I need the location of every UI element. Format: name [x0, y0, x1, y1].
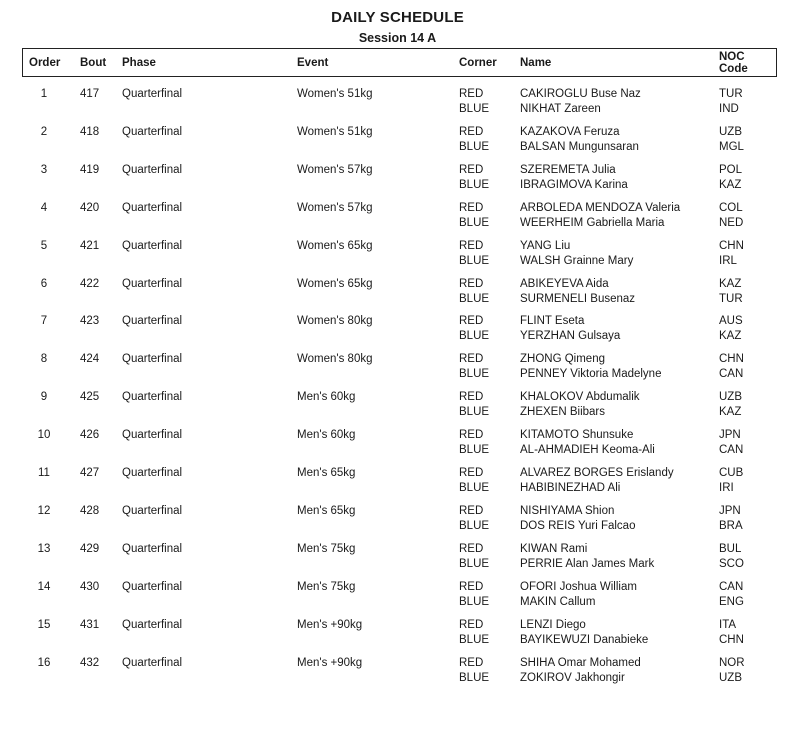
- red-corner-label: RED: [459, 467, 484, 479]
- red-boxer-name: KAZAKOVA Feruza: [520, 125, 620, 138]
- row-order: 5: [40, 239, 48, 252]
- red-noc-code: COL: [719, 201, 743, 214]
- red-noc-code: POL: [719, 163, 743, 176]
- row-event: Men's +90kg: [297, 618, 363, 631]
- red-noc-code: JPN: [719, 429, 741, 442]
- row-bout: 425: [80, 391, 100, 404]
- row-event: Men's 60kg: [297, 391, 356, 404]
- red-noc-code: JPN: [719, 504, 741, 517]
- blue-boxer-name: HABIBINEZHAD Ali: [520, 482, 621, 494]
- row-phase: Quarterfinal: [122, 315, 183, 328]
- blue-noc-code: CAN: [719, 368, 744, 381]
- header-noc-line2: Code: [719, 63, 748, 75]
- table-row: [0, 466, 800, 498]
- row-phase: Quarterfinal: [122, 125, 183, 138]
- row-bout: 420: [80, 201, 100, 214]
- row-phase: Quarterfinal: [122, 542, 183, 555]
- row-order: 13: [37, 542, 51, 555]
- table-row: [0, 277, 800, 309]
- blue-noc-code: BRA: [719, 519, 743, 532]
- blue-boxer-name: WEERHEIM Gabriella Maria: [520, 216, 665, 229]
- red-boxer-name: ZHONG Qimeng: [520, 353, 605, 366]
- red-boxer-name: CAKIROGLU Buse Naz: [520, 88, 641, 100]
- row-phase: Quarterfinal: [122, 163, 183, 176]
- blue-boxer-name: PENNEY Viktoria Madelyne: [520, 368, 662, 381]
- red-corner-label: RED: [459, 239, 484, 252]
- blue-noc-code: KAZ: [719, 178, 742, 191]
- row-phase: Quarterfinal: [122, 429, 183, 442]
- blue-boxer-name: DOS REIS Yuri Falcao: [520, 519, 636, 532]
- blue-boxer-name: NIKHAT Zareen: [520, 103, 601, 115]
- red-boxer-name: KITAMOTO Shunsuke: [520, 429, 634, 442]
- blue-boxer-name: PERRIE Alan James Mark: [520, 557, 655, 570]
- row-bout: 427: [80, 467, 100, 479]
- blue-boxer-name: AL-AHMADIEH Keoma-Ali: [520, 444, 655, 457]
- header-phase: Phase: [122, 57, 156, 69]
- row-order: 6: [40, 277, 48, 290]
- red-corner-label: RED: [459, 618, 484, 631]
- row-bout: 421: [80, 239, 100, 252]
- red-boxer-name: KIWAN Rami: [520, 542, 588, 555]
- header-name: Name: [520, 57, 552, 69]
- blue-corner-label: BLUE: [459, 444, 490, 457]
- row-bout: 431: [80, 618, 100, 631]
- blue-corner-label: BLUE: [459, 557, 490, 570]
- red-noc-code: NOR: [719, 656, 745, 669]
- row-bout: 417: [80, 88, 100, 100]
- row-order: 11: [38, 467, 50, 479]
- blue-noc-code: KAZ: [719, 330, 742, 343]
- row-order: 15: [37, 618, 51, 631]
- blue-boxer-name: BALSAN Mungunsaran: [520, 140, 639, 153]
- blue-boxer-name: ZOKIROV Jakhongir: [520, 671, 625, 684]
- header-corner: Corner: [459, 57, 497, 69]
- table-row: [0, 542, 800, 574]
- row-order: 9: [40, 391, 48, 404]
- row-bout: 423: [80, 315, 100, 328]
- blue-noc-code: KAZ: [719, 406, 742, 419]
- row-phase: Quarterfinal: [122, 277, 183, 290]
- red-corner-label: RED: [459, 580, 484, 593]
- blue-boxer-name: MAKIN Callum: [520, 595, 596, 608]
- row-event: Men's 65kg: [297, 504, 356, 517]
- row-order: 8: [40, 353, 48, 366]
- red-boxer-name: KHALOKOV Abdumalik: [520, 391, 640, 404]
- row-order: 10: [37, 429, 51, 442]
- blue-corner-label: BLUE: [459, 368, 490, 381]
- blue-corner-label: BLUE: [459, 482, 490, 494]
- row-bout: 422: [80, 277, 100, 290]
- red-boxer-name: SHIHA Omar Mohamed: [520, 656, 641, 669]
- red-noc-code: UZB: [719, 391, 742, 404]
- row-bout: 418: [80, 125, 100, 138]
- red-noc-code: AUS: [719, 315, 743, 328]
- row-event: Women's 57kg: [297, 201, 373, 214]
- row-event: Women's 51kg: [297, 88, 373, 100]
- table-row: [0, 390, 800, 422]
- session-label: Session 14 A: [358, 31, 437, 45]
- row-order: 3: [40, 163, 48, 176]
- table-row: [0, 504, 800, 536]
- row-bout: 429: [80, 542, 100, 555]
- row-order: 1: [40, 88, 48, 100]
- red-boxer-name: YANG Liu: [520, 239, 571, 252]
- red-noc-code: ITA: [719, 618, 737, 631]
- table-row: [0, 125, 800, 157]
- red-boxer-name: SZEREMETA Julia: [520, 163, 616, 176]
- red-corner-label: RED: [459, 353, 484, 366]
- row-order: 12: [37, 504, 51, 517]
- header-bout: Bout: [80, 57, 107, 69]
- table-row: [0, 314, 800, 346]
- red-noc-code: CHN: [719, 239, 744, 252]
- blue-noc-code: ENG: [719, 595, 744, 608]
- red-corner-label: RED: [459, 429, 484, 442]
- row-event: Men's 75kg: [297, 542, 356, 555]
- blue-corner-label: BLUE: [459, 178, 490, 191]
- row-event: Men's +90kg: [297, 656, 363, 669]
- blue-corner-label: BLUE: [459, 671, 490, 684]
- row-bout: 419: [80, 163, 100, 176]
- table-row: [0, 656, 800, 688]
- red-noc-code: CHN: [719, 353, 744, 366]
- blue-boxer-name: YERZHAN Gulsaya: [520, 330, 621, 343]
- row-bout: 430: [80, 580, 100, 593]
- table-row: [0, 201, 800, 233]
- row-phase: Quarterfinal: [122, 580, 183, 593]
- blue-corner-label: BLUE: [459, 103, 490, 115]
- table-row: [0, 352, 800, 384]
- row-phase: Quarterfinal: [122, 656, 183, 669]
- red-corner-label: RED: [459, 315, 484, 328]
- table-row: [0, 87, 800, 119]
- blue-corner-label: BLUE: [459, 330, 490, 343]
- table-row: [0, 163, 800, 195]
- row-event: Women's 57kg: [297, 163, 373, 176]
- blue-boxer-name: ZHEXEN Biibars: [520, 406, 605, 419]
- header-event: Event: [297, 57, 329, 69]
- blue-noc-code: IRI: [719, 482, 734, 494]
- row-phase: Quarterfinal: [122, 467, 183, 479]
- row-event: Women's 65kg: [297, 277, 373, 290]
- blue-corner-label: BLUE: [459, 519, 490, 532]
- row-event: Women's 65kg: [297, 239, 373, 252]
- blue-corner-label: BLUE: [459, 595, 490, 608]
- red-corner-label: RED: [459, 201, 484, 214]
- document-title: DAILY SCHEDULE: [331, 9, 464, 26]
- blue-corner-label: BLUE: [459, 292, 490, 305]
- blue-noc-code: MGL: [719, 140, 744, 153]
- red-noc-code: KAZ: [719, 277, 742, 290]
- red-corner-label: RED: [459, 391, 484, 404]
- row-phase: Quarterfinal: [122, 391, 183, 404]
- blue-noc-code: IND: [719, 103, 739, 115]
- blue-corner-label: BLUE: [459, 216, 490, 229]
- row-order: 14: [37, 580, 51, 593]
- header-noc-line1: NOC: [719, 51, 745, 63]
- blue-corner-label: BLUE: [459, 633, 490, 646]
- red-boxer-name: OFORI Joshua William: [520, 580, 637, 593]
- red-corner-label: RED: [459, 125, 484, 138]
- red-noc-code: CUB: [719, 467, 744, 479]
- red-boxer-name: NISHIYAMA Shion: [520, 504, 615, 517]
- red-corner-label: RED: [459, 504, 484, 517]
- blue-boxer-name: IBRAGIMOVA Karina: [520, 178, 628, 191]
- row-event: Men's 65kg: [297, 467, 356, 479]
- red-boxer-name: ARBOLEDA MENDOZA Valeria: [520, 201, 681, 214]
- red-corner-label: RED: [459, 656, 484, 669]
- row-order: 7: [40, 315, 48, 328]
- table-row: [0, 580, 800, 612]
- blue-noc-code: NED: [719, 216, 744, 229]
- blue-boxer-name: BAYIKEWUZI Danabieke: [520, 633, 649, 646]
- red-boxer-name: FLINT Eseta: [520, 315, 585, 328]
- blue-corner-label: BLUE: [459, 140, 490, 153]
- red-noc-code: BUL: [719, 542, 742, 555]
- row-event: Men's 60kg: [297, 429, 356, 442]
- row-bout: 426: [80, 429, 100, 442]
- red-boxer-name: ABIKEYEVA Aida: [520, 277, 609, 290]
- row-phase: Quarterfinal: [122, 201, 183, 214]
- red-noc-code: CAN: [719, 580, 744, 593]
- red-noc-code: TUR: [719, 88, 743, 100]
- row-phase: Quarterfinal: [122, 618, 183, 631]
- red-corner-label: RED: [459, 277, 484, 290]
- blue-noc-code: CAN: [719, 444, 744, 457]
- blue-corner-label: BLUE: [459, 406, 490, 419]
- row-bout: 432: [80, 656, 100, 669]
- blue-noc-code: SCO: [719, 557, 744, 570]
- row-event: Men's 75kg: [297, 580, 356, 593]
- row-event: Women's 51kg: [297, 125, 373, 138]
- row-phase: Quarterfinal: [122, 88, 183, 100]
- red-noc-code: UZB: [719, 125, 742, 138]
- header-order: Order: [29, 57, 61, 69]
- row-event: Women's 80kg: [297, 315, 373, 328]
- row-order: 16: [37, 656, 51, 669]
- row-bout: 428: [80, 504, 100, 517]
- red-corner-label: RED: [459, 88, 484, 100]
- red-boxer-name: LENZI Diego: [520, 618, 586, 631]
- blue-boxer-name: WALSH Grainne Mary: [520, 254, 634, 267]
- blue-noc-code: UZB: [719, 671, 742, 684]
- row-phase: Quarterfinal: [122, 353, 183, 366]
- row-order: 4: [40, 201, 48, 214]
- blue-noc-code: TUR: [719, 292, 743, 305]
- red-boxer-name: ALVAREZ BORGES Erislandy: [520, 467, 674, 479]
- red-corner-label: RED: [459, 542, 484, 555]
- blue-noc-code: CHN: [719, 633, 744, 646]
- row-bout: 424: [80, 353, 100, 366]
- row-phase: Quarterfinal: [122, 504, 183, 517]
- row-event: Women's 80kg: [297, 353, 373, 366]
- table-row: [0, 239, 800, 271]
- row-order: 2: [40, 125, 48, 138]
- table-row: [0, 428, 800, 460]
- table-row: [0, 618, 800, 650]
- blue-corner-label: BLUE: [459, 254, 490, 267]
- row-phase: Quarterfinal: [122, 239, 183, 252]
- blue-boxer-name: SURMENELI Busenaz: [520, 292, 636, 305]
- red-corner-label: RED: [459, 163, 484, 176]
- blue-noc-code: IRL: [719, 254, 737, 267]
